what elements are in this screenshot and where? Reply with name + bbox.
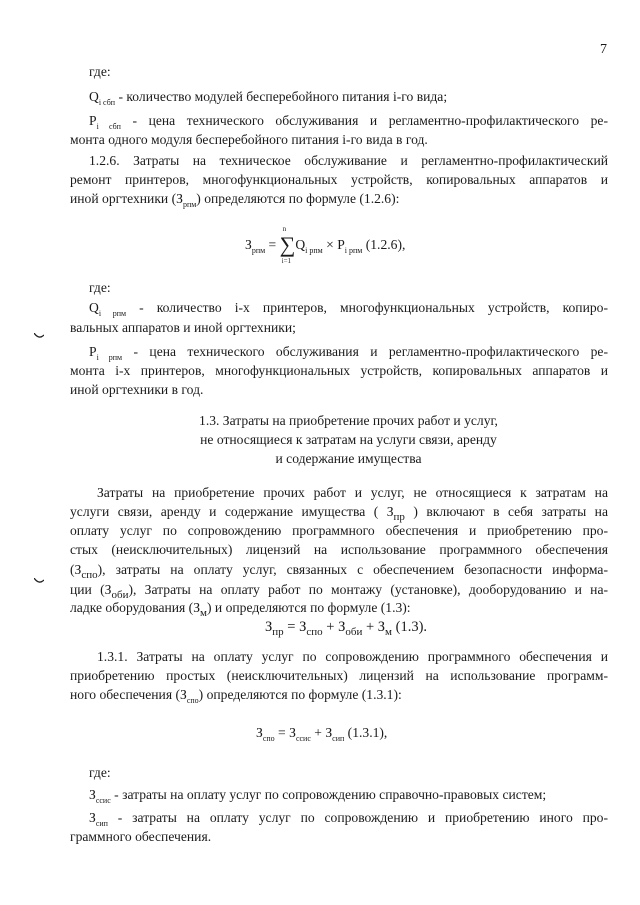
definition-text: - цена технического обслуживания и регламентно-профилактического ре-	[120, 113, 608, 128]
body-1-3-line3: оплату услуг по сопровождению программного обеспечения и приобретению про-	[70, 523, 608, 538]
body-1-3-line7: ладке оборудования $(З_м)$ и определяются по формуле (1.3):	[70, 600, 411, 619]
body-1-3-line2: услуги связи, аренду и содержание имущества ( $З_{пр}$ ) включают в себя затраты на	[70, 504, 608, 523]
body-1-3-line5: $(З_{спо})$, затраты на оплату услуг, связанных с обеспечением безопасности информа-	[70, 562, 608, 581]
body-1-3-line6: ции $(З_{оби})$, Затраты на оплату работ по монтажу (установке), дооборудованию и на-	[70, 582, 609, 601]
definition-z-ssis: $З_{ссис}$ - затраты на оплату услуг по сопровождению справочно-правовых систем;	[89, 787, 547, 805]
symbol-z: З	[176, 191, 183, 206]
section-1-2-6-line2: ремонт принтеров, многофункциональных устройств, копировальных аппаратов и	[70, 172, 608, 187]
definition-q-rpm-line1: $Q_{i рпм}$ - количество i-х принтеров, многофункциональных устройств, копиро-	[89, 300, 608, 318]
definition-q-sbp	[89, 87, 447, 106]
sigma-icon: ∑	[279, 232, 296, 257]
page-number: 7	[600, 42, 607, 57]
definition-text: - количество модулей бесперебойного питания i-го вида;	[115, 89, 448, 104]
margin-check-icon	[34, 333, 44, 339]
section-1-3-1-line2: приобретению простых (неисключительных) лицензий на использование программ-	[70, 668, 608, 683]
section-heading-1-3-line2: не относящиеся к затратам на услуги связи, аренду	[200, 432, 497, 447]
definition-p-sbp-line1	[89, 111, 608, 130]
definition-q-rpm-line2: вальных аппаратов и иной оргтехники;	[70, 320, 296, 335]
section-1-3-1-line3: ного обеспечения $(З_{спо})$ определяются по формуле (1.3.1):	[70, 687, 402, 705]
formula-1-3-1: $З_{спо} = З_{ссис} + З_{сип}$ (1.3.1),	[256, 725, 388, 743]
section-1-2-6-line1: 1.2.6. Затраты на техническое обслуживание и регламентно-профилактический	[89, 153, 608, 168]
section-1-2-6-line3: иной оргтехники $(З_{рпм})$ определяются по формуле (1.2.6):	[70, 191, 400, 209]
symbol-q: Q	[89, 89, 99, 104]
symbol-p: P	[89, 113, 97, 128]
definition-z-sip-line2: граммного обеспечения.	[70, 829, 212, 844]
symbol-subscript: i сбп	[98, 98, 116, 107]
where-label: где:	[89, 765, 111, 780]
definition-z-sip-line1: $З_{сип}$ - затраты на оплату услуг по сопровождению и приобретению иного про-	[89, 810, 608, 828]
body-1-3-line1: Затраты на приобретение прочих работ и услуг, не относящиеся к затратам на	[97, 485, 608, 500]
body-1-3-line4: стых (неисключительных) лицензий на использование программного обеспечения	[70, 542, 608, 557]
sum-lower-limit: i=1	[281, 257, 292, 265]
section-heading-1-3-line1: 1.3. Затраты на приобретение прочих работ и услуг,	[199, 413, 498, 428]
summation	[279, 225, 296, 265]
definition-p-sbp-line2: монта одного модуля бесперебойного питания i-го вида в год.	[70, 132, 428, 147]
formula-1-3: $З_{пр} = З_{спо} + З_{оби} + З_м$ (1.3).	[265, 619, 428, 638]
definition-p-rpm-line3: иной оргтехники в год.	[70, 382, 204, 397]
formula-1-2-6: $З_{рпм}$ = n ∑ i=1 $Q_{i рпм} \times P_{i рпм}$ (1.2.6),	[245, 232, 405, 254]
sum-upper-limit: n	[282, 225, 287, 233]
margin-check-icon	[34, 578, 44, 584]
symbol-subscript: i сбп	[96, 122, 121, 131]
where-label: где:	[89, 280, 111, 295]
section-heading-1-3-line3: и содержание имущества	[275, 451, 422, 466]
definition-p-rpm-line2: монта i-х принтеров, многофункциональных устройств, копировальных аппаратов и	[70, 363, 608, 378]
definition-p-rpm-line1: $P_{i рпм}$ - цена технического обслуживания и регламентно-профилактического ре-	[89, 344, 608, 362]
where-label: где:	[89, 64, 111, 79]
section-1-3-1-line1: 1.3.1. Затраты на оплату услуг по сопровождению программного обеспечения и	[97, 649, 608, 664]
